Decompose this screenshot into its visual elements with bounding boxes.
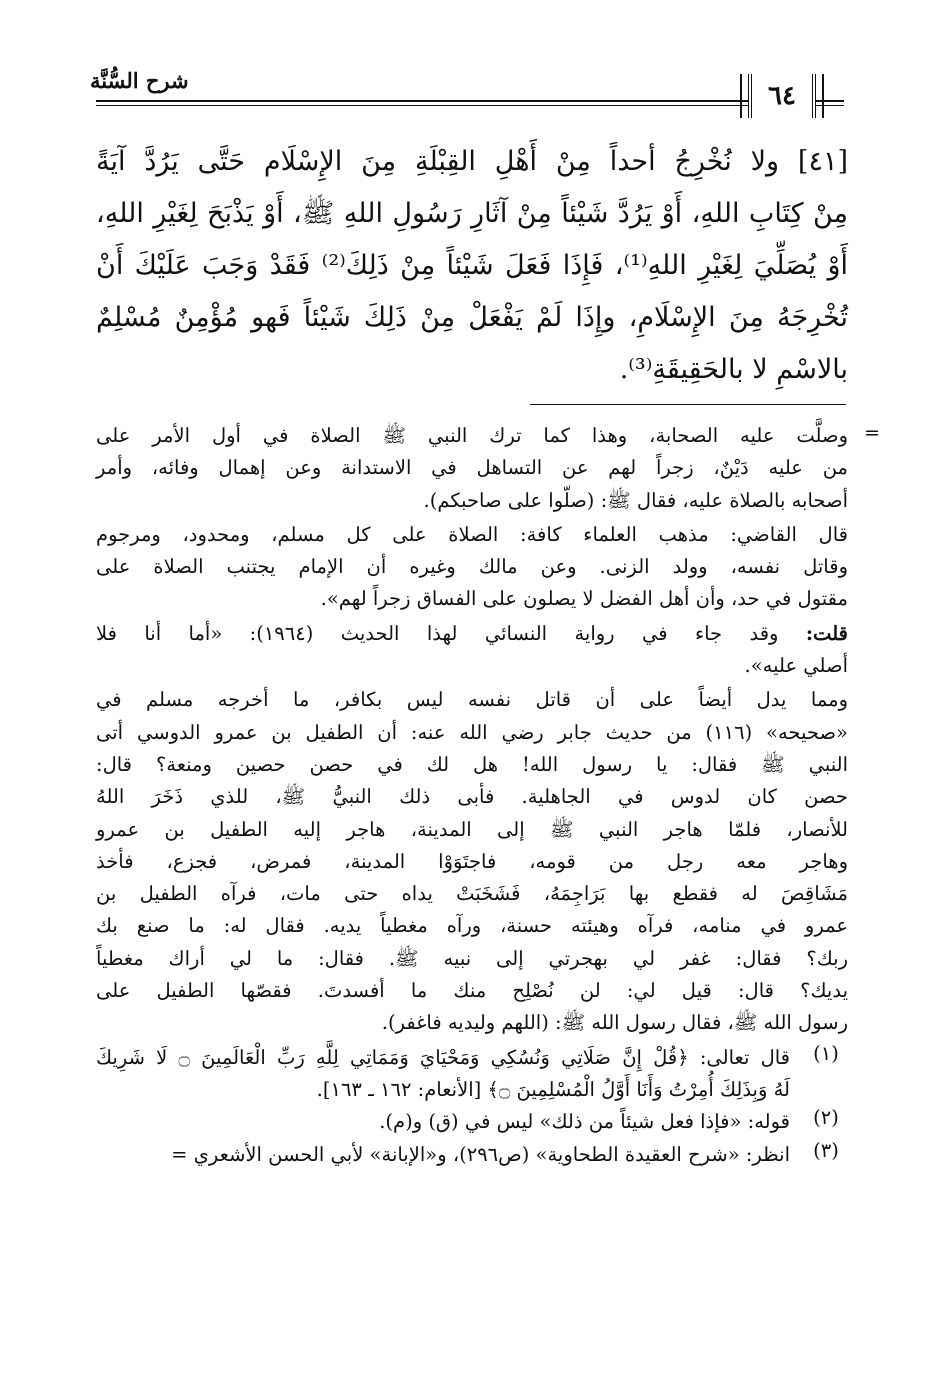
footnote-number: (٣) xyxy=(813,1138,839,1162)
footnote-number: (١) xyxy=(813,1041,839,1065)
continuation-mark: = xyxy=(864,422,880,444)
main-line: أَوْ يُصَلِّيَ لِغَيْرِ اللهِ⁽¹⁾، فَإِذَا فَعَلَ شَيْئاً مِنْ ذَلِكَ⁽²⁾ فَقَدْ وَجَبَ عَلَيْكَ أَنْ xyxy=(96,250,849,281)
footnote-line: رسول الله ﷺ، فقال رسول الله ﷺ: (اللهم وليديه فاغفر). xyxy=(381,1011,848,1035)
footnote-line: مَشَاقِصَ له فقطع بها بَرَاجِمَهُ، فَشَخَبَتْ يداه حتى مات، فرآه الطفيل بن xyxy=(96,882,848,906)
footnote-line: قال القاضي: مذهب العلماء كافة: الصلاة على كل مسلم، ومحدود، ومرجوم xyxy=(96,522,848,546)
main-line: [٤١] ولا نُخْرِجُ أحداً مِنْ أَهْلِ القِبْلَةِ مِنَ الإِسْلَام حَتَّى يَرُدَّ آيَةً xyxy=(96,146,848,177)
footnote-line xyxy=(96,618,848,650)
footnote-line: يديك؟ قال: قيل لي: لن نُصْلِح منك ما أفسدتَ. فقصّها الطفيل على xyxy=(96,979,848,1003)
footnote-line: حصن كان لدوس في الجاهلية. فأبى ذلك النبيُّ ﷺ، للذي ذَخَرَ اللهُ xyxy=(96,785,848,809)
page-number-box xyxy=(748,74,816,118)
footnote-line: مقتول في حد، وأن أهل الفضل لا يصلون على الفساق زجراً لهم». xyxy=(320,587,848,611)
keyword-qult: قلت: xyxy=(805,621,848,645)
footnote-1 xyxy=(96,1042,848,1107)
header-rule-thin xyxy=(96,105,844,106)
footnote-line: لَهُ وَبِذَلِكَ أُمِرْتُ وَأَنَا أَوَّلُ الْمُسْلِمِينَ ۝﴾ [الأنعام: ١٦٢ ـ ١٦٣]. xyxy=(316,1077,790,1101)
main-line: تُخْرِجَهُ مِنَ الإِسْلَامِ، وإِذَا لَمْ يَفْعَلْ مِنْ ذَلِكَ شَيْئاً فَهو مُؤْمِنٌ مُسْلِمٌ xyxy=(96,302,848,333)
footnote-line: ربك؟ فقال: غفر لي بهجرتي إلى نبيه ﷺ. فقال: ما لي أراك مغطياً xyxy=(96,946,848,970)
footnote-text: وقد جاء في رواية النسائي لهذا الحديث (١٩٦٤): «أما أنا فلا xyxy=(96,621,806,645)
footnote-line: وقاتل نفسه، وولد الزنى. وعن مالك وغيره أن الإمام يجتنب الصلاة على xyxy=(96,555,848,579)
footnote-line: النبي ﷺ فقال: يا رسول الله! هل لك في حصن حصين ومنعة؟ قال: xyxy=(96,752,848,776)
main-line: مِنْ كِتَابِ اللهِ، أَوْ يَرُدَّ شَيْئاً مِنْ آثَارِ رَسُولِ اللهِ ﷺ، أَوْ يَذْبَحَ لِغَيْرِ اللهِ، xyxy=(96,198,848,229)
footnote-number: (٢) xyxy=(813,1106,839,1130)
footnote-3 xyxy=(96,1139,848,1171)
running-title: شرح السُّنَّة xyxy=(90,68,189,93)
footnote-2 xyxy=(96,1106,848,1138)
footnote-line: للأنصار، فلمّا هاجر النبي ﷺ إلى المدينة، هاجر إليه الطفيل بن عمرو xyxy=(96,817,848,841)
footnote-line: انظر: «شرح العقيدة الطحاوية» (ص٢٩٦)، و«الإبانة» لأبي الحسن الأشعري = xyxy=(171,1142,790,1166)
main-text xyxy=(96,136,848,396)
footnote-paragraph xyxy=(96,684,848,1039)
footnote-line: قال تعالى: ﴿قُلْ إِنَّ صَلَاتِي وَنُسُكِي وَمَحْيَايَ وَمَمَاتِي لِلَّهِ رَبِّ الْعَالَمِينَ ۝ لَا شَرِيكَ xyxy=(96,1045,790,1069)
footnote-line: أصحابه بالصلاة عليه، فقال ﷺ: (صلّوا على صاحبكم). xyxy=(423,488,848,512)
footnote-line: وصلَّت عليه الصحابة، وهذا كما ترك النبي ﷺ الصلاة في أول الأمر على xyxy=(96,424,848,447)
footnote-line: قوله: «فإذا فعل شيئاً من ذلك» ليس في (ق) و(م). xyxy=(379,1110,790,1134)
page-number: ٦٤ xyxy=(768,81,796,111)
footnote-line: وهاجر معه رجل من قومه، فاجتَوَوْا المدينة، فمرض، فجزع، فأخذ xyxy=(96,849,848,873)
footnote-continuation xyxy=(96,420,880,517)
header-rule xyxy=(96,100,844,102)
footnote-separator xyxy=(530,404,846,405)
footnotes xyxy=(96,420,880,1171)
footnote-line: من عليه دَيْنٌ، زجراً لهم عن التساهل في الاستدانة وعن إهمال وفائه، وأمر xyxy=(96,456,848,480)
footnote-paragraph xyxy=(96,618,848,683)
footnote-line: «صحيحه» (١١٦) من حديث جابر رضي الله عنه: أن الطفيل بن عمرو الدوسي أتى xyxy=(96,720,848,744)
footnote-line: ومما يدل أيضاً على أن قاتل نفسه ليس بكافر، ما أخرجه مسلم في xyxy=(96,688,848,712)
main-line: بالاسْمِ لا بالحَقِيقَةِ⁽³⁾. xyxy=(619,354,848,385)
footnote-line: عمرو في منامه، فرآه وهيئته حسنة، ورآه مغطياً يديه. فقال له: ما صنع بك xyxy=(96,914,848,938)
footnote-paragraph xyxy=(96,519,848,616)
footnote-line: أصلي عليه». xyxy=(744,654,848,678)
